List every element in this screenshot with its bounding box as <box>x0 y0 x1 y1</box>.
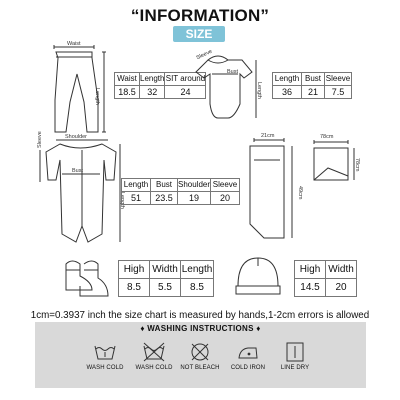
table-header: High <box>295 261 326 279</box>
pants-waist-dim: Waist <box>67 41 81 47</box>
table-cell: 20 <box>211 192 240 205</box>
swaddle-illustration <box>240 134 302 246</box>
table-cell: 36 <box>273 86 302 99</box>
romper-length-dim: Length <box>119 192 125 209</box>
romper-shoulder-dim: Shoulder <box>65 134 88 140</box>
table-cell: 24 <box>165 86 206 99</box>
no-bleach-icon <box>188 341 212 363</box>
iron-cold-icon <box>236 341 260 363</box>
wash-label: LINE DRY <box>280 365 310 371</box>
swaddle-width-dim: 21cm <box>261 133 275 139</box>
table-cell: 51 <box>122 192 151 205</box>
bib-length-dim: 78cm <box>354 158 360 172</box>
pants-illustration <box>42 40 117 140</box>
bib-width-dim: 78cm <box>320 134 334 140</box>
wash-label: WASH COLD <box>86 365 124 371</box>
table-header: High <box>119 261 150 279</box>
romper-sleeve-dim: Sleeve <box>37 131 43 148</box>
wash-cold-icon <box>142 341 166 363</box>
table-header: Length <box>122 179 151 192</box>
bodysuit-bust-dim: Bust <box>227 69 239 75</box>
wash-label: WASH COLD <box>135 365 173 371</box>
table-cell: 18.5 <box>115 86 140 99</box>
table-cell: 20 <box>326 279 357 297</box>
table-cell: 21 <box>302 86 325 99</box>
hat-size-table <box>294 260 357 297</box>
bodysuit-length-dim: Length <box>256 82 262 99</box>
wash-cold-icon <box>93 341 117 363</box>
table-cell: 23.5 <box>151 192 178 205</box>
table-cell: 8.5 <box>181 279 214 297</box>
table-header: Length <box>140 73 165 86</box>
wash-label: NOT BLEACH <box>180 365 220 371</box>
table-header: Waist <box>115 73 140 86</box>
table-cell: 5.5 <box>150 279 181 297</box>
table-header: Length <box>273 73 302 86</box>
table-header: SIT around <box>165 73 206 86</box>
measurement-note: 1cm=0.3937 inch the size chart is measured by hands,1-2cm errors is allowed <box>30 310 370 321</box>
bodysuit-sleeve-dim: Sleeve <box>195 48 214 62</box>
bodysuit-size-table <box>272 72 352 99</box>
table-header: Sleeve <box>211 179 240 192</box>
size-badge: SIZE <box>173 26 225 42</box>
booties-illustration <box>58 256 114 302</box>
page-title: “INFORMATION” <box>130 6 270 25</box>
pants-length-dim: Length <box>94 88 100 105</box>
washing-instructions-heading: ♦ WASHING INSTRUCTIONS ♦ <box>140 324 261 333</box>
hat-illustration <box>230 252 286 298</box>
table-cell: 14.5 <box>295 279 326 297</box>
table-header: Width <box>150 261 181 279</box>
table-header: Length <box>181 261 214 279</box>
romper-bust-dim: Bust <box>72 168 84 174</box>
table-cell: 7.5 <box>325 86 352 99</box>
table-header: Bust <box>302 73 325 86</box>
table-cell: 19 <box>178 192 211 205</box>
swaddle-length-dim: 49cm <box>297 186 303 200</box>
table-header: Shoulder <box>178 179 211 192</box>
wash-label: COLD IRON <box>230 365 266 371</box>
table-header: Bust <box>151 179 178 192</box>
romper-size-table <box>121 178 240 205</box>
table-cell: 32 <box>140 86 165 99</box>
table-header: Sleeve <box>325 73 352 86</box>
table-cell: 8.5 <box>119 279 150 297</box>
booties-size-table <box>118 260 214 297</box>
line-dry-icon <box>283 341 307 363</box>
romper-illustration <box>30 130 130 250</box>
table-header: Width <box>326 261 357 279</box>
